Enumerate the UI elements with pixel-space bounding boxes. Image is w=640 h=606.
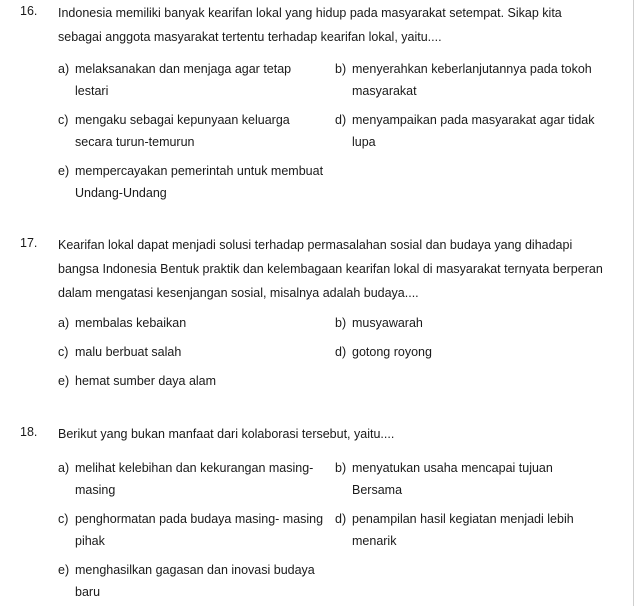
question-text	[58, 1, 613, 49]
option-line: melihat kelebihan dan kekurangan masing-	[75, 461, 314, 475]
option-text	[352, 58, 592, 102]
option-line: menghasilkan gagasan dan inovasi budaya	[75, 563, 315, 577]
question-text-line: bangsa Indonesia Bentuk praktik dan kelembagaan kearifan lokal di masyarakat ternyata berperan	[58, 262, 603, 276]
question-number: 18.	[20, 425, 38, 439]
option-letter: c)	[58, 345, 69, 359]
option-line: melaksanakan dan menjaga agar tetap	[75, 62, 292, 76]
option-text	[75, 457, 313, 501]
option-letter: b)	[335, 62, 347, 76]
option-text	[75, 58, 291, 102]
option-text	[75, 508, 323, 552]
question-text	[58, 233, 618, 305]
option-text	[352, 341, 432, 363]
option-line: lestari	[75, 84, 109, 98]
option-letter: c)	[58, 512, 69, 526]
option-line: masyarakat	[352, 84, 417, 98]
option-letter: e)	[58, 374, 70, 388]
option-line: menyerahkan keberlanjutannya pada tokoh	[352, 62, 592, 76]
option-text	[75, 341, 181, 363]
option-text	[75, 370, 216, 392]
question-text-line: Kearifan lokal dapat menjadi solusi terhadap permasalahan sosial dan budaya yang dihadapi	[58, 238, 573, 252]
option-line: pihak	[75, 534, 105, 548]
option-line: mengaku sebagai kepunyaan keluarga	[75, 113, 290, 127]
option-letter: d)	[335, 345, 347, 359]
page-border	[633, 0, 634, 606]
option-line: malu berbuat salah	[75, 345, 182, 359]
option-line: baru	[75, 585, 101, 599]
question-text-line: Berikut yang bukan manfaat dari kolaborasi tersebut, yaitu....	[58, 427, 395, 441]
option-line: membalas kebaikan	[75, 316, 187, 330]
question-text-line: Indonesia memiliki banyak kearifan lokal yang hidup pada masyarakat setempat. Sikap kita	[58, 6, 562, 20]
option-line: penghormatan pada budaya masing- masing	[75, 512, 324, 526]
question-number: 17.	[20, 236, 38, 250]
option-letter: c)	[58, 113, 69, 127]
option-line: Bersama	[352, 483, 403, 497]
option-text	[75, 559, 315, 603]
option-letter: e)	[58, 164, 70, 178]
option-letter: b)	[335, 316, 347, 330]
option-line: menyatukan usaha mencapai tujuan	[352, 461, 553, 475]
option-line: menyampaikan pada masyarakat agar tidak	[352, 113, 595, 127]
question-text	[58, 422, 613, 446]
option-text	[75, 312, 186, 334]
option-line: masing	[75, 483, 116, 497]
option-letter: a)	[58, 62, 70, 76]
option-text	[352, 312, 423, 334]
option-line: menarik	[352, 534, 397, 548]
option-letter: b)	[335, 461, 347, 475]
option-line: Undang-Undang	[75, 186, 167, 200]
option-line: secara turun-temurun	[75, 135, 195, 149]
option-letter: e)	[58, 563, 70, 577]
option-letter: a)	[58, 461, 70, 475]
option-text	[352, 457, 553, 501]
option-line: hemat sumber daya alam	[75, 374, 217, 388]
option-line: penampilan hasil kegiatan menjadi lebih	[352, 512, 574, 526]
option-line: mempercayakan pemerintah untuk membuat	[75, 164, 324, 178]
question-text-line: sebagai anggota masyarakat tertentu terhadap kearifan lokal, yaitu....	[58, 30, 442, 44]
option-letter: d)	[335, 512, 347, 526]
option-letter: a)	[58, 316, 70, 330]
option-letter: d)	[335, 113, 347, 127]
option-line: lupa	[352, 135, 376, 149]
option-text	[75, 160, 323, 204]
option-line: gotong royong	[352, 345, 432, 359]
option-text	[352, 109, 595, 153]
option-text	[75, 109, 290, 153]
question-text-line: dalam mengatasi kesenjangan sosial, misalnya adalah budaya....	[58, 286, 419, 300]
option-text	[352, 508, 574, 552]
question-number: 16.	[20, 4, 38, 18]
option-line: musyawarah	[352, 316, 423, 330]
